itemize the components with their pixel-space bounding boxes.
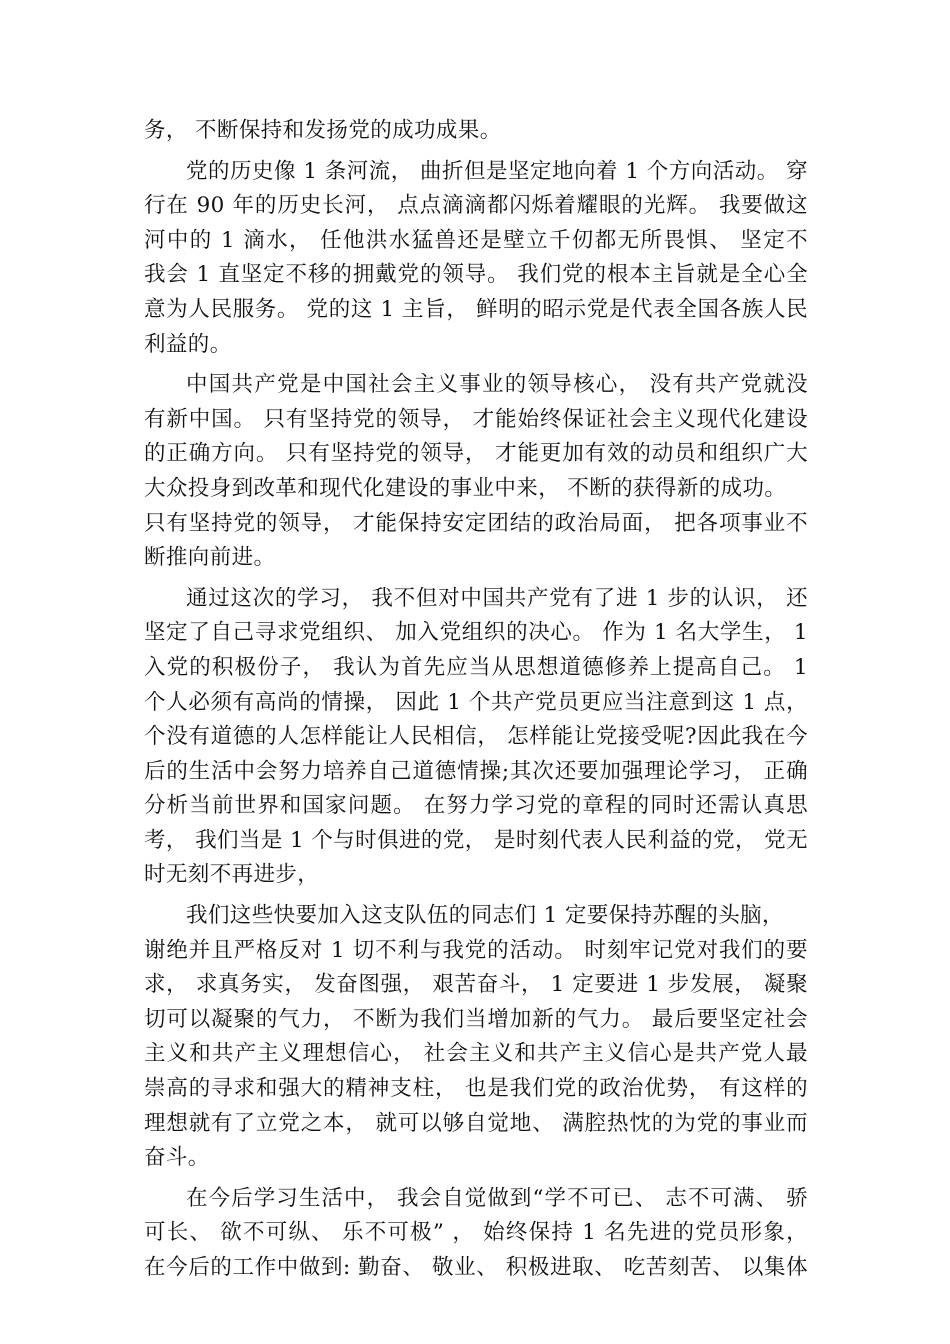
paragraph-first-line: 在今后学习生活中， 我会自觉做到“学不可已、 志不可满、 骄	[186, 1185, 808, 1211]
text-line: 务， 不断保持和发扬党的成功成果。	[144, 118, 502, 143]
text-line: 有新中国。 只有坚持党的领导， 才能始终保证社会主义现代化建设	[144, 406, 808, 432]
text-line: 时无刻不再进步，	[144, 862, 320, 888]
text-line: 只有坚持党的领导， 才能保持安定团结的政治局面， 把各项事业不	[144, 510, 808, 536]
text-line: 理想就有了立党之本， 就可以够自觉地、 满腔热忱的为党的事业而	[144, 1110, 808, 1136]
text-line: 行在 90 年的历史长河， 点点滴滴都闪烁着耀眼的光辉。 我要做这	[144, 193, 808, 219]
text-line: 切可以凝聚的气力， 不断为我们当增加新的气力。 最后要坚定社会	[144, 1006, 808, 1032]
text-line: 考， 我们当是 1 个与时俱进的党， 是时刻代表人民利益的党， 党无	[144, 827, 808, 853]
text-line: 求， 求真务实， 发奋图强， 艰苦奋斗， 1 定要进 1 步发展， 凝聚	[144, 972, 808, 998]
text-line: 奋斗。	[144, 1145, 210, 1171]
text-line: 个人必须有高尚的情操， 因此 1 个共产党员更应当注意到这 1 点，	[144, 689, 808, 715]
text-line: 我会 1 直坚定不移的拥戴党的领导。 我们党的根本主旨就是全心全	[144, 262, 808, 288]
text-line: 后的生活中会努力培养自己道德情操;其次还要加强理论学习， 正确	[144, 758, 808, 784]
text-line: 坚定了自己寻求党组织、 加入党组织的决心。 作为 1 名大学生， 1	[144, 620, 808, 646]
paragraph-first-line: 我们这些快要加入这支队伍的同志们 1 定要保持苏醒的头脑，	[186, 903, 784, 929]
text-line: 可长、 欲不可纵、 乐不可极” ， 始终保持 1 名先进的党员形象，	[144, 1220, 808, 1246]
text-line: 在今后的工作中做到: 勤奋、 敬业、 积极进取、 吃苦刻苦、 以集体	[144, 1255, 808, 1280]
text-line: 个没有道德的人怎样能让人民相信， 怎样能让党接受呢?因此我在今	[144, 724, 808, 750]
text-line: 河中的 1 滴水， 任他洪水猛兽还是壁立千仞都无所畏惧、 坚定不	[144, 227, 808, 253]
text-line: 分析当前世界和国家问题。 在努力学习党的章程的同时还需认真思	[144, 793, 808, 819]
text-line: 主义和共产主义理想信心， 社会主义和共产主义信心是共产党人最	[144, 1041, 808, 1067]
paragraph-first-line: 党的历史像 1 条河流， 曲折但是坚定地向着 1 个方向活动。 穿	[186, 158, 808, 184]
text-line: 入党的积极份子， 我认为首先应当从思想道德修养上提高自己。 1	[144, 654, 808, 680]
text-line: 利益的。	[144, 331, 232, 357]
text-line: 大众投身到改革和现代化建设的事业中来， 不断的获得新的成功。	[144, 475, 787, 501]
document-body	[144, 114, 808, 1286]
paragraph-first-line: 中国共产党是中国社会主义事业的领导核心， 没有共产党就没	[186, 372, 808, 398]
text-line: 崇高的寻求和强大的精神支柱， 也是我们党的政治优势， 有这样的	[144, 1076, 808, 1102]
text-line: 的正确方向。 只有坚持党的领导， 才能更加有效的动员和组织广大	[144, 441, 808, 467]
paragraph-first-line: 通过这次的学习， 我不但对中国共产党有了进 1 步的认识， 还	[186, 585, 808, 611]
text-line: 意为人民服务。 党的这 1 主旨， 鲜明的昭示党是代表全国各族人民	[144, 296, 808, 322]
text-line: 断推向前进。	[144, 545, 276, 571]
text-line: 谢绝并且严格反对 1 切不利与我党的活动。 时刻牢记党对我们的要	[144, 937, 808, 963]
